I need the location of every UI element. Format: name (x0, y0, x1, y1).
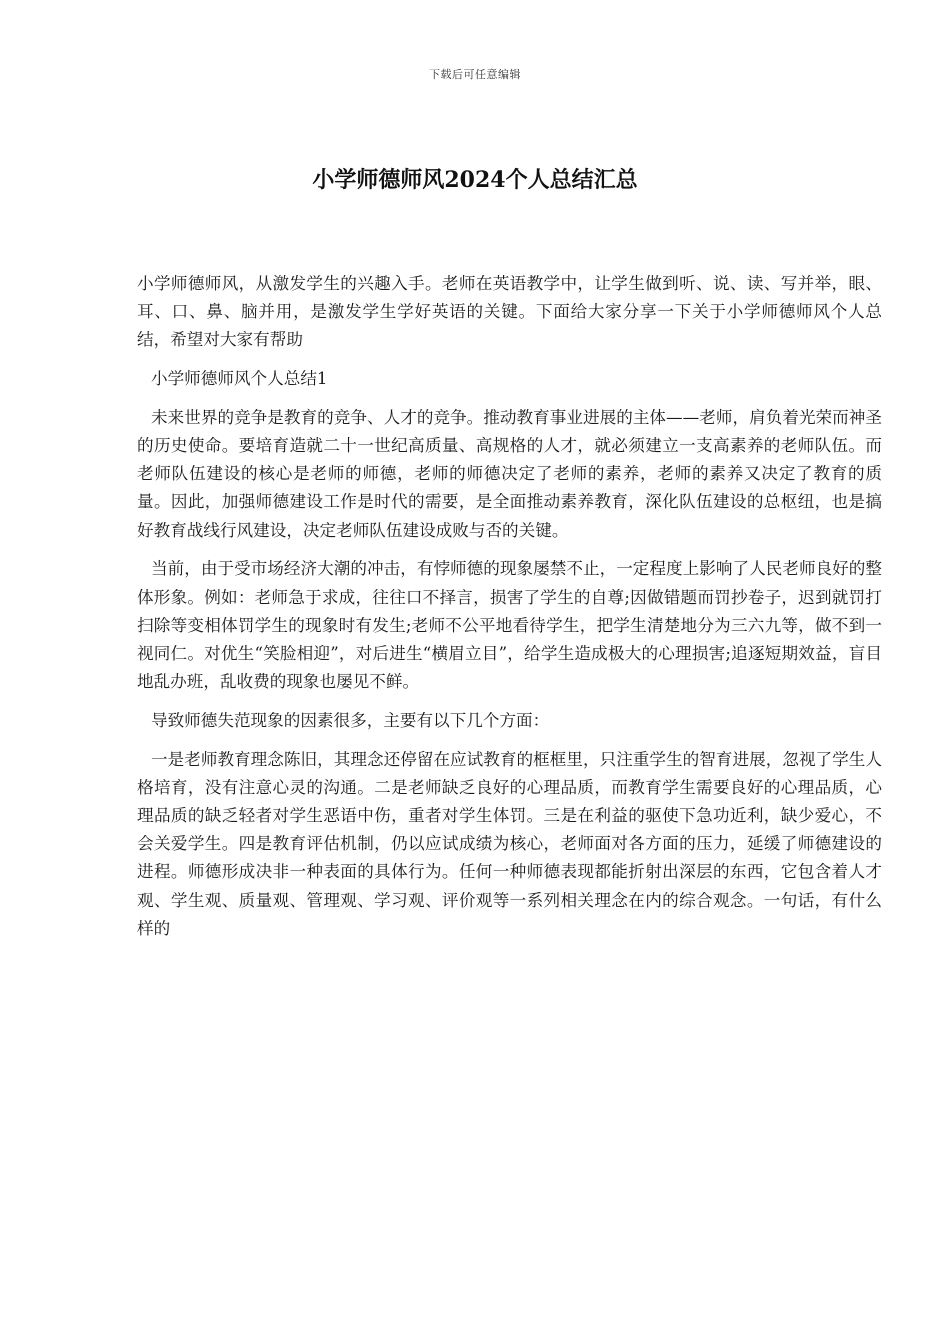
body-paragraph: 未来世界的竞争是教育的竞争、人才的竞争。推动教育事业进展的主体——老师，肩负着光荣而神圣的历史使命。要培育造就二十一世纪高质量、高规格的人才，就必须建立一支高素养的老师队伍。而老师队伍建设的核心是老师的师德，老师的师德决定了老师的素养，老师的素养又决定了教育的质量。因此，加强师德建设工作是时代的需要，是全面推动素养教育，深化队伍建设的总枢纽，也是搞好教育战线行风建设，决定老师队伍建设成败与否的关键。 (137, 407, 882, 540)
page-header-note: 下载后可任意编辑 (429, 68, 521, 81)
body-paragraph: 当前，由于受市场经济大潮的冲击，有悖师德的现象屡禁不止，一定程度上影响了人民老师良好的整体形象。例如：老师急于求成，往往口不择言，损害了学生的自尊;因做错题而罚抄卷子，迟到就罚打扫除等变相体罚学生的现象时有发生;老师不公平地看待学生，把学生清楚地分为三六九等，做不到一视同仁。对优生“笑脸相迎”，对后进生“横眉立目”，给学生造成极大的心理损害;追逐短期效益，盲目地乱办班，乱收费的现象也屡见不鲜。 (137, 559, 882, 692)
section-heading: 小学师德师风个人总结1 (151, 369, 328, 389)
body-paragraph: 导致师德失范现象的因素很多，主要有以下几个方面： (151, 710, 550, 730)
document-body (137, 270, 882, 953)
body-paragraph: 一是老师教育理念陈旧，其理念还停留在应试教育的框框里，只注重学生的智育进展，忽视了学生人格培育，没有注意心灵的沟通。二是老师缺乏良好的心理品质，而教育学生需要良好的心理品质，心理品质的缺乏轻者对学生恶语中伤，重者对学生体罚。三是在利益的驱使下急功近利，缺少爱心，不会关爱学生。四是教育评估机制，仍以应试成绩为核心，老师面对各方面的压力，延缓了师德建设的进程。师德形成决非一种表面的具体行为。任何一种师德表现都能折射出深层的东西，它包含着人才观、学生观、质量观、管理观、学习观、评价观等一系列相关理念在内的综合观念。一句话，有什么样的 (137, 749, 882, 938)
intro-paragraph: 小学师德师风，从激发学生的兴趣入手。老师在英语教学中，让学生做到听、说、读、写并举，眼、耳、口、鼻、脑并用，是激发学生学好英语的关键。下面给大家分享一下关于小学师德师风个人总结，希望对大家有帮助 (137, 274, 882, 350)
document-title: 小学师德师风2024个人总结汇总 (312, 167, 638, 193)
